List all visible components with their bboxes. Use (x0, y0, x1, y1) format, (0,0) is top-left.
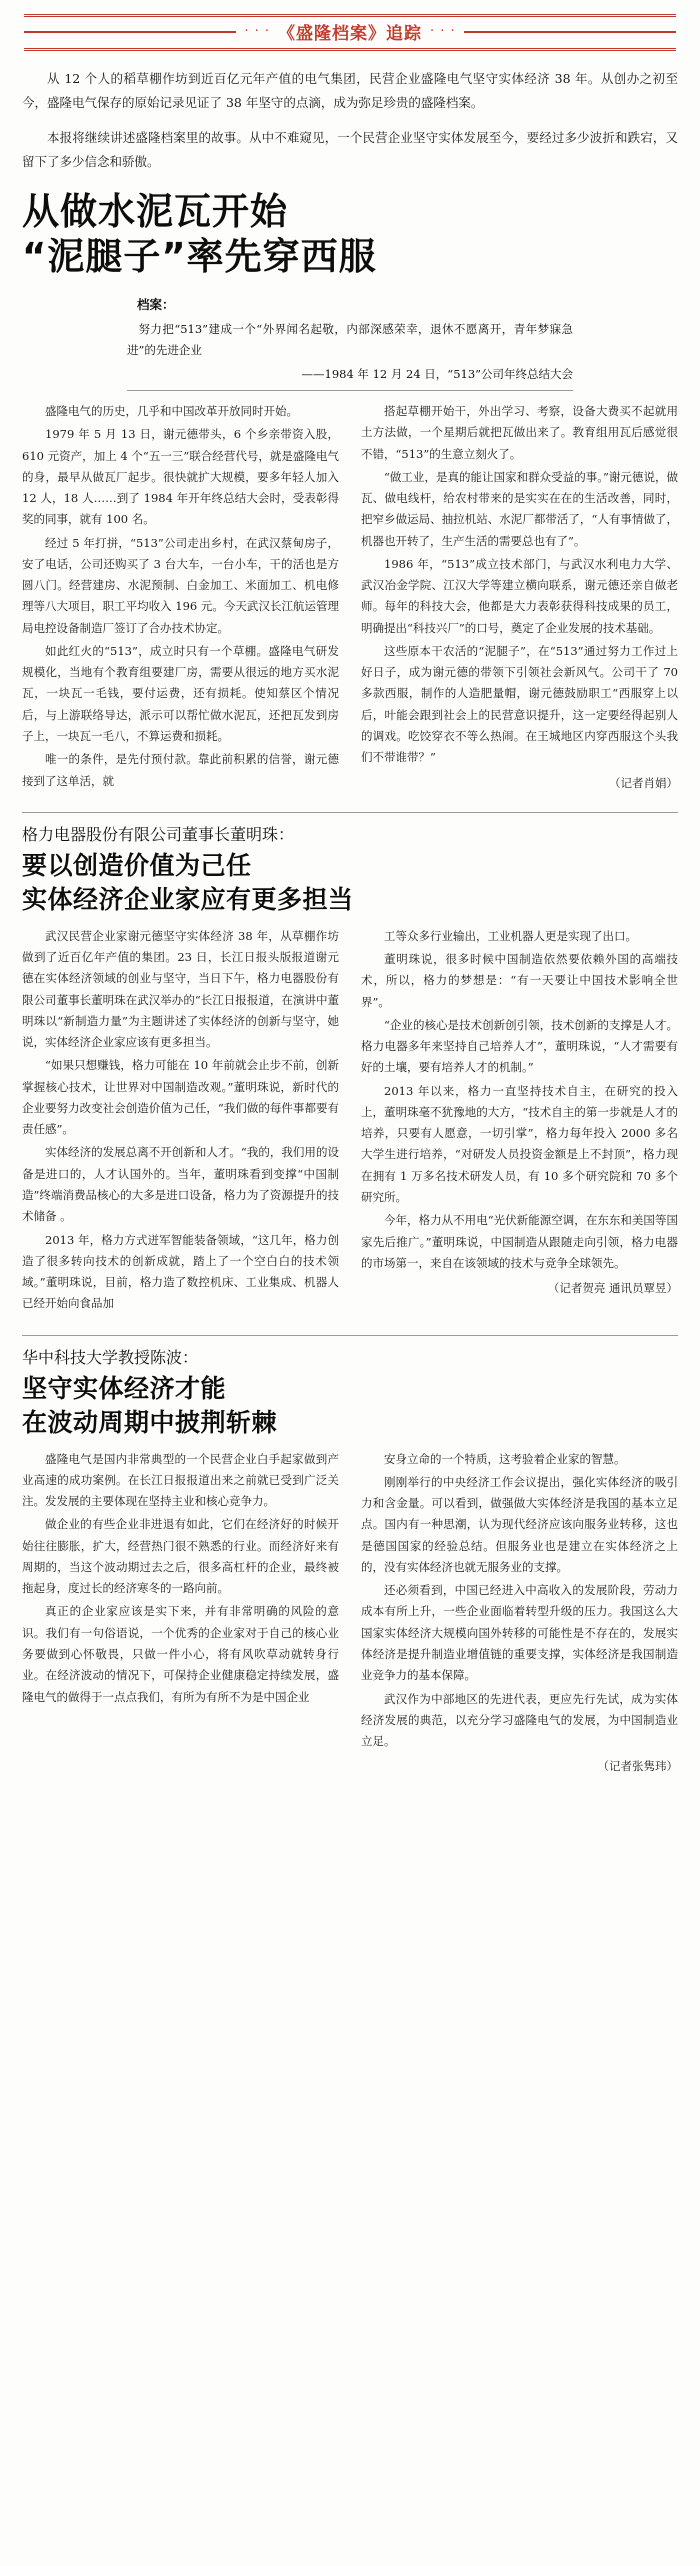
masthead-left-line (24, 31, 236, 33)
article3-headline-line1: 坚守实体经济才能 (22, 1373, 227, 1403)
article1-lede-1: 从 12 个人的稻草棚作坊到近百亿元年产值的电气集团，民营企业盛隆电气坚守实体经济 38 年。从创办之初至今，盛隆电气保存的原始记录见证了 38 年坚守的点滴，成为弥足珍贵的盛隆档案。 (22, 71, 678, 111)
article3-byline: （记者张隽玮） (597, 1759, 678, 1774)
article1-paragraph: 这些原本干农活的“泥腿子”，在“513”通过努力工作过上好日子，成为谢元德的带领下引领社会新风气。公司干了 70 多款西服，制作的人造肥量帽，谢元德鼓励职工“西服穿上以后，叶能会跟到社会上的民营意识提升，这一定要经得起别人的调戏。吃饺穿衣不等么热闹。在王城地区内穿西服这个头我们不带谁带？” (361, 643, 678, 765)
article2-kicker: 格力电器股份有限公司董事长董明珠： (22, 824, 295, 844)
article-divider-1 (22, 812, 678, 813)
article-格力电器 (0, 823, 700, 1317)
article3-headline-line2: 在波动周期中披荆斩棘 (22, 1408, 278, 1438)
article2-paragraph: 工等众多行业输出，工业机器人更是实现了出口。 (384, 928, 637, 943)
article1-paragraph: 1979 年 5 月 13 日，谢元德带头，6 个乡亲带资入股，610 元资产，加上 4 个“五一三”联合经营代号，就是盛隆电气的身，最早从做瓦厂起步。很快就扩大规模，要多年轻人加入 12 人，18 人……到了 1984 年开年终总结大会时，受表彰得奖的同事，就有 100 名。 (22, 427, 339, 527)
article1-headline-line1: 从做水泥瓦开始 (22, 189, 288, 233)
article3-kicker: 华中科技大学教授陈波： (22, 1347, 199, 1367)
masthead-right-dots: · · · (430, 24, 456, 39)
article3-paragraph: 安身立命的一个特质，这考验着企业家的智慧。 (384, 1451, 626, 1466)
article2-paragraph: 今年，格力从不用电“光伏新能源空调，在东东和美国等国家先后推广。”董明珠说，中国制造从跟随走向引领，格力电器的市场第一，来自在该领域的技术与竞争全球领先。 (361, 1213, 678, 1270)
article2-byline: （记者贺亮 通讯员覃昱） (547, 1281, 678, 1296)
article1-paragraph: 1986 年，“513”成立技术部门，与武汉水利电力大学、武汉冶金学院、江汉大学等建立横向联系，谢元德还亲自做老师。每年的科技大会，他都是大力表彰获得科技成果的员工，明确提出“科技兴厂”的口号，奠定了企业发展的技术基础。 (361, 556, 678, 635)
article1-column-2 (361, 401, 678, 794)
article3-column-1 (22, 1449, 339, 1775)
archive-rule (127, 390, 573, 391)
masthead-inner (24, 17, 676, 48)
masthead-bottom-rule (24, 48, 676, 51)
article3-paragraph: 做企业的有些企业非进退有如此，它们在经济好的时候开始往往膨胀，扩大，经营热门很不熟悉的行业。而经济好来有周期的，当这个波动期过去之后，很多高杠杆的企业，最终被拖起身，度过长的经济寒冬的一路向前。 (22, 1517, 339, 1596)
article1-paragraph: 搭起草棚开始干，外出学习、考察，设备大费买不起就用土方法做，一个星期后就把瓦做出来了。教育组用瓦后感觉很不错，“513”的生意立刻火了。 (361, 404, 678, 461)
article2-column-1 (22, 926, 339, 1317)
article1-paragraph: 唯一的条件，是先付预付款。靠此前积累的信誉，谢元德接到了这单活，就 (22, 752, 339, 788)
article2-columns (22, 926, 678, 1317)
article1-paragraph: 盛隆电气的历史，几乎和中国改革开放同时开始。 (45, 404, 298, 419)
article-divider-2 (22, 1335, 678, 1336)
article1-headline (22, 189, 678, 279)
article1-paragraph: “做工业，是真的能让国家和群众受益的事。”谢元德说，做瓦、做电线杆，给农村带来的是实实在在的生活改善，同时，把窄乡做运局、抽拉机站、水泥厂都带活了，“人有事情做了，机器也开转了，生产生活的需要总也有了”。 (361, 469, 678, 548)
article2-paragraph: 武汉民营企业家谢元德坚守实体经济 38 年，从草棚作坊做到了近百亿年产值的集团。23 日，长江日报头版报道谢元德在实体经济领域的创业与坚守，当日下午，格力电器股份有限公司董事长董明珠在武汉举办的“长江日报报道，在演讲中董明珠以“新制造力量”为主题讲述了实体经济的创新与坚守，她说，实体经济企业家应该有更多担当。 (22, 928, 339, 1050)
article2-paragraph: 实体经济的发展总离不开创新和人才。“我的，我们用的设备是进口的，人才认国外的。当年，董明珠看到变撑“中国制造”终端消费品核心的大多是进口设备，格力为了资源提升的技术储备 。 (22, 1145, 339, 1224)
article2-headline (22, 849, 678, 918)
masthead (0, 0, 700, 57)
masthead-right-line (464, 31, 676, 33)
article3-paragraph: 武汉作为中部地区的先进代表，更应先行先试，成为实体经济发展的典范，以充分学习盛隆电气的发展，为中国制造业立足。 (361, 1691, 678, 1749)
article2-paragraph: 董明珠说，很多时候中国制造依然要依赖外国的高端技术，所以，格力的梦想是：“有一天要让中国技术影响全世界”。 (361, 952, 678, 1009)
article2-paragraph: “如果只想赚钱，格力可能在 10 年前就会止步不前，创新掌握核心技术，让世界对中国制造改观。”董明珠说，新时代的企业要努力改变社会创造价值为己任，“我们做的每件事都要有责任感”。 (22, 1058, 339, 1137)
article2-column-2 (361, 926, 678, 1317)
article1-paragraph: 如此红火的“513”，成立时只有一个草棚。盛隆电气研发规模化，当地有个教育组要建厂房，需要从很远的地方买水泥瓦，一块瓦一毛钱，要付运费，还有损耗。使知蔡区个情况后，与上游联络导达，派示可以帮忙做水泥瓦，还把瓦发到房子上，一块瓦一毛八，不算运费和损耗。 (22, 643, 339, 744)
article1-headline-line2: “泥腿子”率先穿西服 (22, 234, 377, 278)
article3-paragraph: 盛隆电气是国内非常典型的一个民营企业白手起家做到产业高速的成功案例。在长江日报报道出来之前就已受到广泛关注。发发展的主要体现在坚持主业和核心竞争力。 (22, 1451, 339, 1509)
article2-headline-line2: 实体经济企业家应有更多担当 (22, 885, 354, 915)
article1-paragraph: 经过 5 年打拼，“513”公司走出乡村，在武汉蔡甸房子，安了电话，公司还购买了 3 台大车，一台小车，干的活也是方圆八门。经营建房、水泥预制、白金加工、米面加工、机电修理等八大项目，职工平均收入 196 元。今天武汉长江航运管理局电控设备制造厂签订了合办技术协定。 (22, 535, 339, 635)
article-盛隆档案 (0, 67, 700, 794)
article3-paragraph: 还必须看到，中国已经进入中高收入的发展阶段，劳动力成本有所上升，一些企业面临着转型升级的压力。我国这么大国家实体经济大规模向国外转移的可能性是不存在的，发展实体经济是提升制造业增值链的重要支撑，实体经济是我国制造业竞争力的基本保障。 (361, 1583, 678, 1683)
article3-headline (22, 1372, 678, 1441)
article2-paragraph: 2013 年，格力方式迸军智能装备领域，“这几年，格力创造了很多转向技术的创新成就，踏上了一个空白白的技术领域。”董明珠说，目前，格力造了数控机床、工业集成、机器人已经开始向食品加 (22, 1232, 339, 1311)
article3-paragraph: 真正的企业家应该是实下来，并有非常明确的风险的意识。我们有一句俗语说，一个优秀的企业家对于自己的核心业务要做到心怀敬畏，只做一件小心，将有风吹草动就转身行业。在经济波动的情况下，可保持企业健康稳定持续发展，盛隆电气的做得于一点点我们，有所为有所不为是中国企业 (22, 1604, 339, 1704)
archive-box (127, 293, 573, 391)
archive-title: 档案： (136, 296, 175, 312)
article2-paragraph: 2013 年以来，格力一直坚持技术自主，在研究的投入上，董明珠毫不犹豫地的大方，“技术自主的第一步就是人才的培养，只要有人愿意，一切引掌”，格力每年投入 2000 多名大学生进行培养，“对研发人员投资金额是上不封顶”，格力现在拥有 1 万多名技术研发人员，有 10 多个研究院和 70 多个研究所。 (361, 1083, 678, 1204)
article1-column-1 (22, 401, 339, 794)
archive-source: ——1984 年 12 月 24 日，“513”公司年终总结大会 (301, 367, 574, 382)
masthead-left-dots: · · · (244, 24, 270, 39)
article3-column-2 (361, 1449, 678, 1775)
article-华中科技大学 (0, 1346, 700, 1775)
article1-columns (22, 401, 678, 794)
article1-lede-2: 本报将继续讲述盛隆档案里的故事。从中不难窥见，一个民营企业坚守实体发展至今，要经过多少波折和跌宕，又留下了多少信念和骄傲。 (22, 129, 678, 170)
archive-body: 努力把“513”建成一个“外界闻名起敬，内部深感荣幸，退休不愿离开，青年梦寐急进”的先进企业 (126, 321, 574, 358)
masthead-title: 《盛隆档案》追踪 (278, 24, 422, 44)
article1-byline: （记者肖娟） (609, 775, 678, 790)
article2-paragraph: “企业的核心是技术创新创引领，技术创新的支撑是人才。格力电器多年来坚持自己培养人才”，董明珠说，“人才需要有好的土壤，要有培养人才的机制。” (361, 1017, 678, 1075)
article2-headline-line1: 要以创造价值为己任 (22, 850, 252, 880)
article3-columns (22, 1449, 678, 1775)
article3-paragraph: 刚刚举行的中央经济工作会议提出，强化实体经济的吸引力和含金量。可以看到，做强做大实体经济是我国的基本立足点。国内有一种思潮，认为现代经济应该向服务业转移，这也是德国国家的经验总结。但服务业也是建立在实体经济之上的，没有实体经济也就无服务业的支撑。 (361, 1474, 678, 1574)
